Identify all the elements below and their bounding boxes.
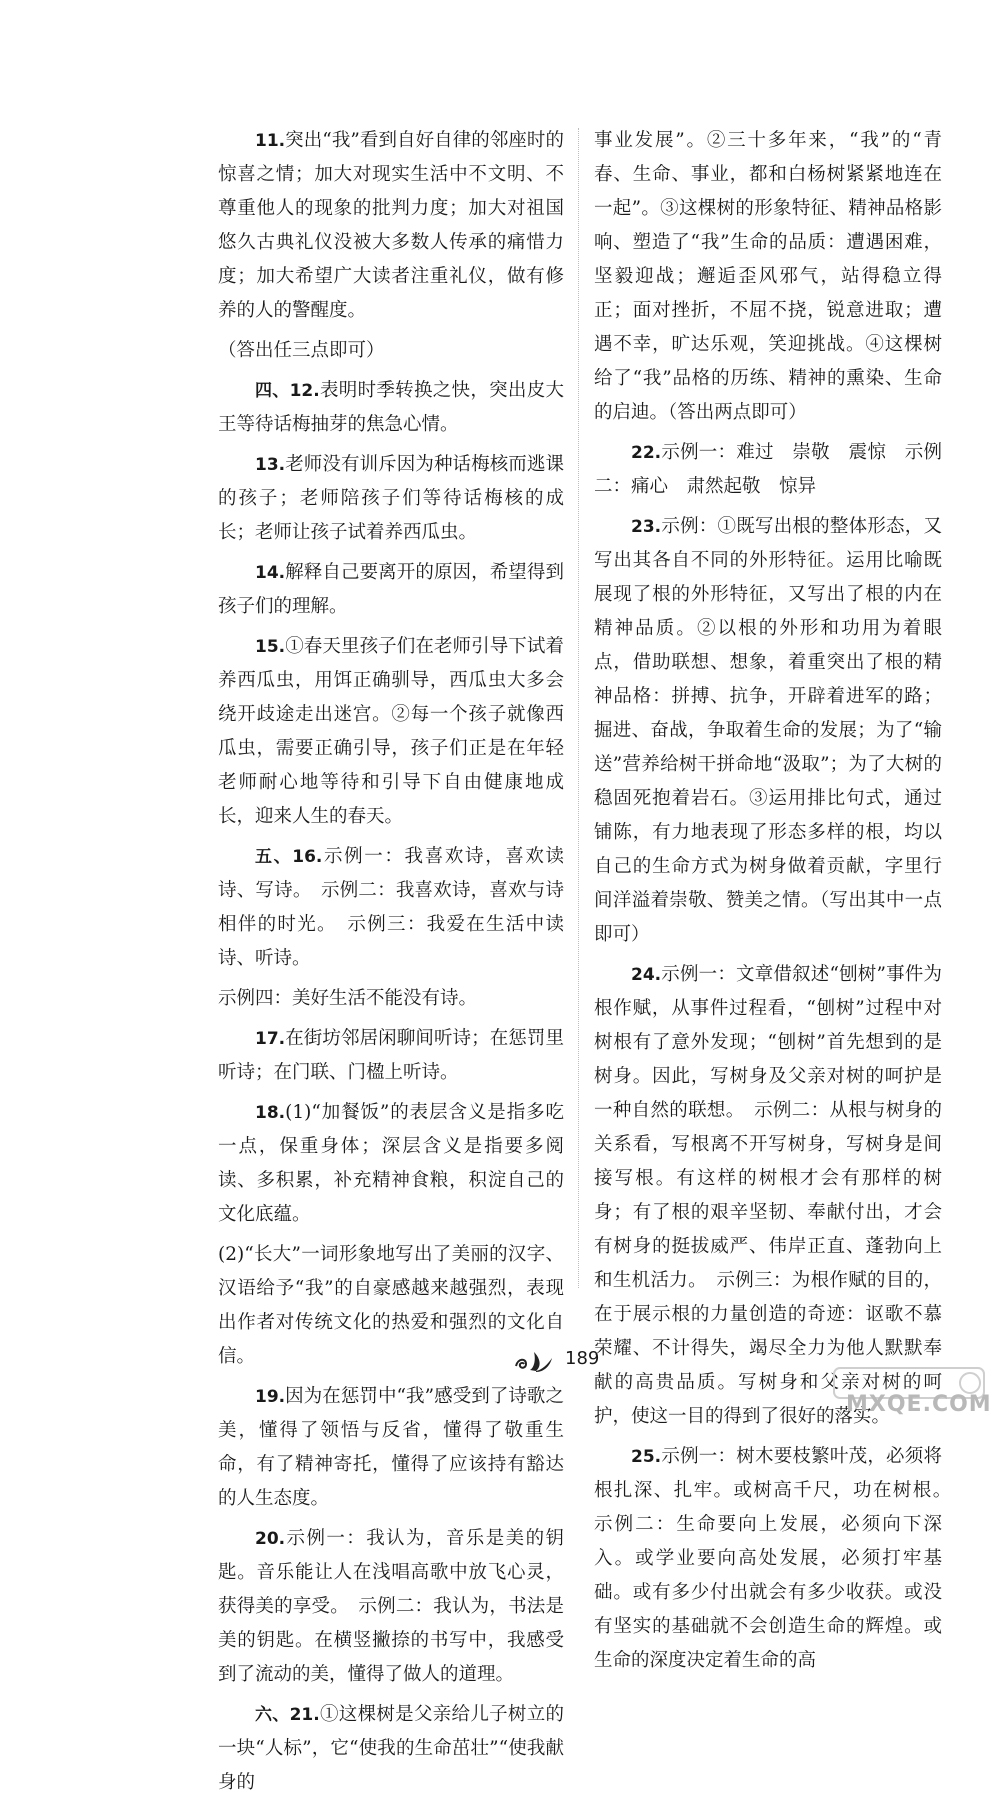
answer-text: （答出任三点即可） <box>218 340 385 361</box>
answer-paragraph <box>594 510 942 952</box>
answer-text: ①春天里孩子们在老师引导下试着养西瓜虫，用饵正确驯导，西瓜虫大多会绕开歧途走出迷宫。②每一个孩子就像西瓜虫，需要正确引导，孩子们正是在年轻老师耐心地等待和引导下自由健康地成长，迎来人生的春天。 <box>218 636 564 827</box>
answer-text: 老师没有训斥因为种话梅核而逃课的孩子；老师陪孩子们等待话梅核的成长；老师让孩子试着养西瓜虫。 <box>218 454 564 543</box>
answer-text: 示例：①既写出根的整体形态，又写出其各自不同的外形特征。运用比喻既展现了根的外形特征，又写出了根的内在精神品质。②以根的外形和功用为着眼点，借助联想、想象，着重突出了根的精神品格：拼搏、抗争，开辟着进军的路；掘进、奋战，争取着生命的发展；为了“输送”营养给树干拼命地“汲取”；为了大树的稳固死抱着岩石。③运用排比句式，通过铺陈，有力地表现了形态多样的根，均以自己的生命方式为树身做着贡献，字里行间洋溢着崇敬、赞美之情。（写出其中一点即可） <box>594 516 942 945</box>
question-number: 13. <box>255 455 286 475</box>
answer-text: 表明时季转换之快，突出皮大王等待话梅抽芽的焦急心情。 <box>218 380 564 435</box>
answer-text: 解释自己要离开的原因，希望得到孩子们的理解。 <box>218 562 564 617</box>
page-number: 189 <box>565 1348 600 1369</box>
question-number: 四、12. <box>255 381 320 401</box>
answer-text: 突出“我”看到自好自律的邻座时的惊喜之情；加大对现实生活中不文明、不尊重他人的现象的批判力度；加大对祖国悠久古典礼仪没被大多数人传承的痛惜力度；加大希望广大读者注重礼仪，做有修养的人的警醒度。 <box>218 130 564 321</box>
answer-paragraph <box>218 448 564 550</box>
answer-paragraph <box>594 1440 961 1678</box>
decorative-swirl-icon <box>512 1350 554 1374</box>
answer-text: (2)“长大”一词形象地写出了美丽的汉字、汉语给予“我”的自豪感越来越强烈，表现出作者对传统文化的热爱和强烈的文化自信。 <box>218 1244 564 1367</box>
question-number: 24. <box>631 965 662 985</box>
answer-text: 因为在惩罚中“我”感受到了诗歌之美，懂得了领悟与反省，懂得了敬重生命，有了精神寄托，懂得了应该持有豁达的人生态度。 <box>218 1386 564 1509</box>
answer-text: 示例四：美好生活不能没有诗。 <box>218 988 478 1009</box>
answer-paragraph <box>594 124 942 430</box>
answer-paragraph <box>218 124 564 328</box>
question-number: 19. <box>255 1387 286 1407</box>
left-column <box>218 124 564 1806</box>
answer-paragraph <box>218 630 564 834</box>
answer-text: 事业发展”。②三十多年来，“我”的“青春、生命、事业，都和白杨树紧紧地连在一起”。③这棵树的形象特征、精神品格影响、塑造了“我”生命的品质：遭遇困难，坚毅迎战；邂逅歪风邪气，站得稳立得正；面对挫折，不屈不挠，锐意进取；遭遇不幸，旷达乐观，笑迎挑战。④这棵树给了“我”品格的历练、精神的熏染、生命的启迪。（答出两点即可） <box>594 130 942 423</box>
answer-paragraph <box>218 1522 564 1692</box>
question-number: 15. <box>255 637 286 657</box>
question-number: 25. <box>631 1447 662 1467</box>
answer-text: 示例一：我认为，音乐是美的钥匙。音乐能让人在浅唱高歌中放飞心灵，获得美的享受。 示例二：我认为，书法是美的钥匙。在横竖撇捺的书写中，我感受到了流动的美，懂得了做人的道理。 <box>218 1528 564 1685</box>
answer-paragraph <box>594 958 942 1434</box>
answer-text: 示例一：文章借叙述“刨树”事件为根作赋，从事件过程看，“刨树”过程中对树根有了意外发现；“刨树”首先想到的是树身。因此，写树身及父亲对树的呵护是一种自然的联想。 示例二：从根与树身的关系看，写根离不开写树身，写树身是间接写根。有这样的树根才会有那样的树身；有了根的艰辛坚韧、奉献付出，才会有树身的挺拔威严、伟岸正直、蓬勃向上和生机活力。 示例三：为根作赋的目的，在于展示根的力量创造的奇迹：讴歌不慕荣耀、不计得失，竭尽全力为他人默默奉献的高贵品质。写树身和父亲对树的呵护，使这一目的得到了很好的落实。 <box>594 964 942 1427</box>
answer-paragraph <box>218 374 564 442</box>
watermark-text: MXQE.COM <box>846 1392 992 1417</box>
answer-text: 在街坊邻居闲聊间听诗；在惩罚里听诗；在门联、门楹上听诗。 <box>218 1028 564 1083</box>
answer-text: ①这棵树是父亲给儿子树立的一块“人标”，它“使我的生命茁壮”“使我献身的 <box>218 1704 564 1793</box>
column-divider <box>578 128 579 1288</box>
question-number: 17. <box>255 1029 286 1049</box>
answer-text: 示例一：树木要枝繁叶茂，必须将根扎深、扎牢。或树高千尺，功在树根。 示例二：生命要向上发展，必须向下深入。或学业要向高处发展，必须打牢基础。或有多少付出就会有多少收获。或没有坚实的基础就不会创造生命的辉煌。或生命的深度决定着生命的高 <box>594 1446 961 1671</box>
answer-paragraph <box>218 982 564 1016</box>
question-number: 五、16. <box>255 847 323 867</box>
question-number: 22. <box>631 443 662 463</box>
answer-text: 示例一：我喜欢诗，喜欢读诗、写诗。 示例二：我喜欢诗，喜欢与诗相伴的时光。 示例三：我爱在生活中读诗、听诗。 <box>218 846 564 969</box>
answer-paragraph <box>218 334 564 368</box>
question-number: 23. <box>631 517 662 537</box>
answer-text: (1)“加餐饭”的表层含义是指多吃一点，保重身体；深层含义是指要多阅读、多积累，补充精神食粮，积淀自己的文化底蕴。 <box>218 1102 564 1225</box>
answer-paragraph <box>594 436 942 504</box>
answer-paragraph <box>218 1096 564 1232</box>
answer-text: 示例一：难过 崇敬 震惊 示例二：痛心 肃然起敬 惊异 <box>594 442 942 497</box>
question-number: 20. <box>255 1529 286 1549</box>
right-column <box>594 124 961 1684</box>
question-number: 11. <box>255 131 286 151</box>
question-number: 14. <box>255 563 286 583</box>
answer-paragraph <box>218 1698 564 1800</box>
answer-paragraph <box>218 1022 564 1090</box>
answer-paragraph <box>218 556 564 624</box>
question-number: 18. <box>255 1103 286 1123</box>
question-number: 六、21. <box>255 1705 320 1725</box>
answer-paragraph <box>218 840 564 976</box>
answer-paragraph <box>218 1380 564 1516</box>
